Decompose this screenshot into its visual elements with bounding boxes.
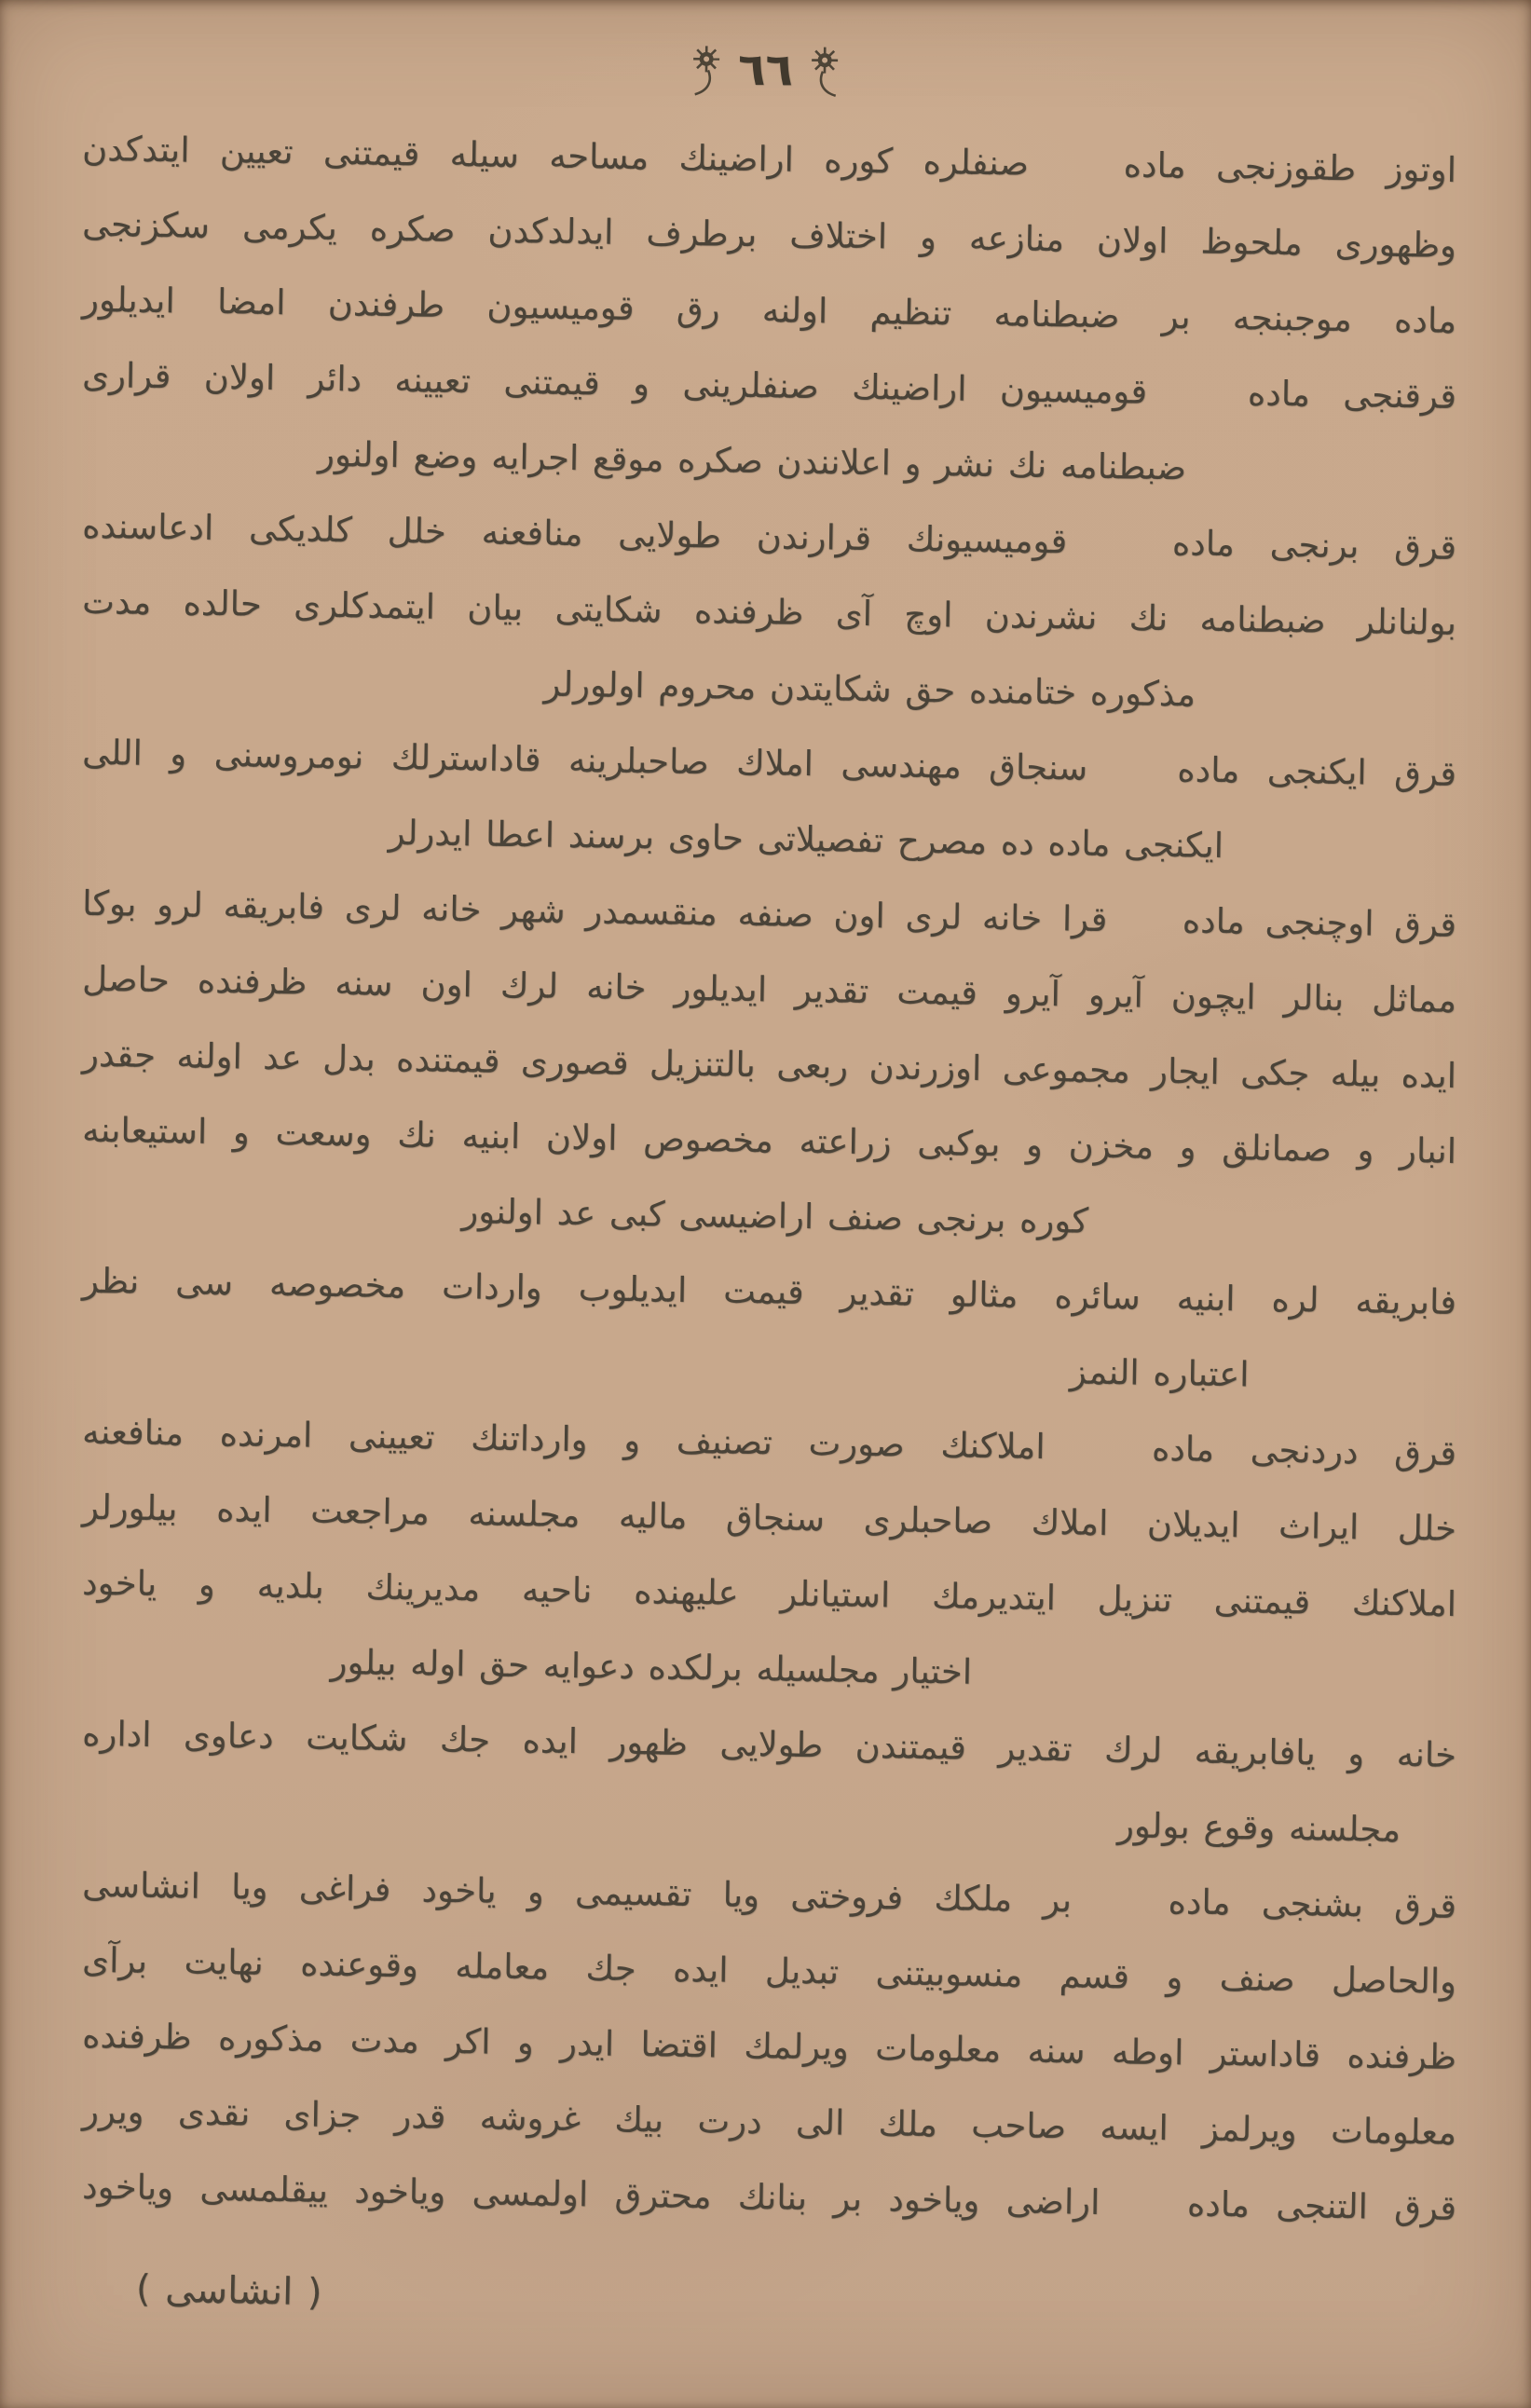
text-line: قرق اوچنجى ماده قرا خانه لرى اون صنفه منقسمدر شهر خانه لرى فابريقه لرو بوكا (81, 882, 1457, 945)
fleuron-icon (805, 41, 843, 99)
text-line: املاكنك قيمتنى تنزيل ايتديرمك استيانلر عليهنده ناحيه مديرينك بلديه و ياخود (81, 1562, 1457, 1624)
text-line: اعتباره النمز (1069, 1351, 1250, 1395)
fleuron-icon (688, 40, 726, 98)
text-line: مجلسنه وقوع بولور (1116, 1805, 1401, 1851)
page-number: ٦٦ (737, 43, 794, 97)
text-line: قرق بشنجى ماده بر ملكك فروختى ويا تقسيمى و ياخود فراغى ويا انشاسى (81, 1864, 1457, 1926)
text-line: ايكنجى ماده ده مصرح تفصيلاتى حاوى برسند اعطا ايدرلر (388, 812, 1224, 867)
text-line: قرقنجى ماده قوميسيون اراضينك صنفلرينى و قيمتنى تعيينه دائر اولان قرارى (81, 354, 1457, 417)
text-line: ظرفنده قاداستر اوطه سنه معلومات ويرلمك اقتضا ايدر و اكر مدت مذكوره ظرفنده (81, 2015, 1457, 2077)
text-line: ماده موجبنجه بر ضبطنامه تنظيم اولنه رق قوميسيون طرفندن امضا ايديلور (81, 279, 1457, 341)
text-line: اوتوز طقوزنجى ماده صنفلره كوره اراضينك مساحه سيله قيمتنى تعيين ايتدكدن (81, 128, 1457, 190)
text-line: ضبطنامه نك نشر و اعلانندن صكره موقع اجرايه وضع اولنور (317, 433, 1187, 488)
text-line: اختيار مجلسيله برلكده دعوايه حق اوله بيلور (330, 1642, 973, 1692)
text-line: خلل ايراث ايديلان املاك صاحبلرى سنجاق ماليه مجلسنه مراجعت ايده بيلورلر (81, 1486, 1457, 1549)
text-line: قرق برنجى ماده قوميسيونك قرارندن طولايى منافعنه خلل كلديكى ادعاسنده (81, 505, 1457, 568)
catchword: ( انشاسى ) (135, 2267, 323, 2315)
text-line: قرق ايكنجى ماده سنجاق مهندسى املاك صاحبلرينه قاداسترلك نومروسنى و اللى (81, 732, 1457, 794)
page-header (0, 33, 1531, 106)
text-line: كوره برنجى صنف اراضيسى كبى عد اولنور (461, 1191, 1089, 1241)
text-line: بولنانلر ضبطنامه نك نشرندن اوچ آى ظرفنده شكايتى بيان ايتمدكلرى حالده مدت (81, 581, 1457, 643)
body-text (81, 128, 1457, 2330)
text-line: خانه و يافابريقه لرك تقدير قيمتندن طولايى ظهور ايده جك شكايت دعاوى اداره (81, 1713, 1457, 1775)
text-line: قرق التنجى ماده اراضى وياخود بر بنانك محترق اولمسى وياخود ييقلمسى وياخود (81, 2166, 1457, 2228)
text-line: وظهورى ملحوظ اولان منازعه و اختلاف برطرف ايدلدكدن صكره يكرمى سكزنجى (81, 203, 1457, 266)
text-line: والحاصل صنف و قسم منسوبيتنى تبديل ايده جك معامله وقوعنده نهايت برآى (81, 1939, 1457, 2002)
text-line: مذكوره ختامنده حق شكايتدن محروم اولورلر (543, 664, 1196, 715)
text-line: قرق دردنجى ماده املاكنك صورت تصنيف و وارداتنك تعيينى امرنده منافعنه (81, 1411, 1457, 1473)
text-line: ايده بيله جكى ايجار مجموعى اوزرندن ربعى بالتنزيل قصورى قيمتنده بدل عد اولنه جقدر (81, 1033, 1457, 1096)
text-line: انبار و صمانلق و مخزن و بوكبى زراعته مخصوص اولان ابنيه نك وسعت و استيعابنه (81, 1109, 1457, 1171)
text-line: مماثل بنالر ايچون آيرو آيرو قيمت تقدير ايديلور خانه لرك اون سنه ظرفنده حاصل (81, 958, 1457, 1020)
text-line: فابريقه لره ابنيه سائره مثالو تقدير قيمت ايديلوب واردات مخصوصه سى نظر (81, 1260, 1457, 1322)
text-line: معلومات ويرلمز ايسه صاحب ملك الى درت بيك غروشه قدر جزاى نقدى ويرر (81, 2090, 1457, 2153)
